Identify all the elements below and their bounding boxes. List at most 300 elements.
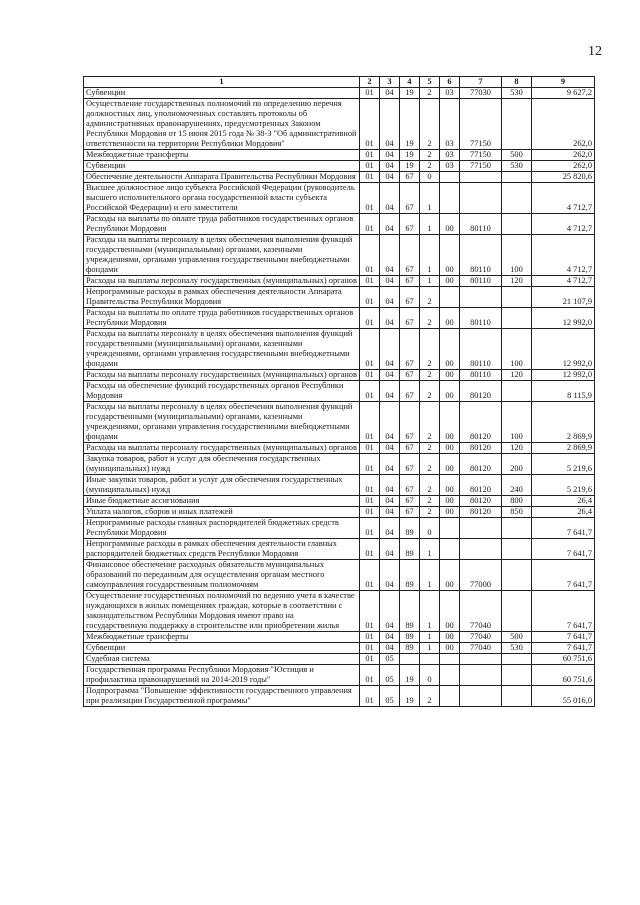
section-code: 01 <box>360 454 380 475</box>
amount: 262,0 <box>532 161 595 172</box>
section-code: 01 <box>360 443 380 454</box>
row-description: Расходы на выплаты персоналу в целях обеспечения выполнения функций государственными (муниципальными) органами, казенными учреждениями, органами управления государственными внебюджетными фондами <box>84 235 360 276</box>
direction-code: 00 <box>440 381 460 402</box>
expense-code: 80110 <box>460 214 502 235</box>
subsection-code: 04 <box>380 539 400 560</box>
direction-code: 00 <box>440 454 460 475</box>
type-code <box>502 308 532 329</box>
subsection-code: 04 <box>380 99 400 150</box>
type-code: 100 <box>502 329 532 370</box>
type-code <box>502 172 532 183</box>
subprogram-code: 2 <box>420 308 440 329</box>
type-code <box>502 591 532 632</box>
subprogram-code: 2 <box>420 329 440 370</box>
row-description: Расходы на выплаты персоналу в целях обеспечения выполнения функций государственными (муниципальными) органами, казенными учреждениями, органами управления государственными внебюджетными фондами <box>84 329 360 370</box>
section-code: 01 <box>360 183 380 214</box>
direction-code: 03 <box>440 161 460 172</box>
subsection-code: 04 <box>380 381 400 402</box>
program-code: 67 <box>400 496 420 507</box>
subsection-code: 04 <box>380 443 400 454</box>
direction-code <box>440 183 460 214</box>
type-code <box>502 214 532 235</box>
direction-code <box>440 686 460 707</box>
type-code: 500 <box>502 150 532 161</box>
table-row <box>84 686 595 707</box>
section-code: 01 <box>360 475 380 496</box>
table-row <box>84 381 595 402</box>
subprogram-code: 2 <box>420 88 440 99</box>
subsection-code: 05 <box>380 686 400 707</box>
amount: 2 869,9 <box>532 402 595 443</box>
header-cell: 3 <box>380 77 400 88</box>
table-row <box>84 308 595 329</box>
type-code: 120 <box>502 443 532 454</box>
table-row <box>84 235 595 276</box>
type-code: 120 <box>502 276 532 287</box>
subprogram-code: 1 <box>420 560 440 591</box>
program-code: 67 <box>400 402 420 443</box>
subprogram-code <box>420 654 440 665</box>
amount: 7 641,7 <box>532 643 595 654</box>
row-description: Иные закупки товаров, работ и услуг для обеспечения государственных (муниципальных) нужд <box>84 475 360 496</box>
row-description: Субвенции <box>84 643 360 654</box>
type-code: 850 <box>502 507 532 518</box>
section-code: 01 <box>360 308 380 329</box>
program-code: 67 <box>400 370 420 381</box>
program-code: 19 <box>400 161 420 172</box>
table-row <box>84 475 595 496</box>
amount: 4 712,7 <box>532 183 595 214</box>
amount: 262,0 <box>532 150 595 161</box>
row-description: Расходы на выплаты персоналу в целях обеспечения выполнения функций государственными (муниципальными) органами, казенными учреждениями, органами управления государственными внебюджетными фондами <box>84 402 360 443</box>
program-code: 19 <box>400 150 420 161</box>
section-code: 01 <box>360 654 380 665</box>
subprogram-code: 1 <box>420 214 440 235</box>
type-code: 240 <box>502 475 532 496</box>
expense-code <box>460 172 502 183</box>
table-row <box>84 454 595 475</box>
expense-code: 80120 <box>460 475 502 496</box>
program-code: 67 <box>400 287 420 308</box>
direction-code: 03 <box>440 150 460 161</box>
subprogram-code: 0 <box>420 172 440 183</box>
expense-code <box>460 654 502 665</box>
amount: 26,4 <box>532 496 595 507</box>
section-code: 01 <box>360 88 380 99</box>
expense-code: 80110 <box>460 329 502 370</box>
section-code: 01 <box>360 276 380 287</box>
header-cell: 9 <box>532 77 595 88</box>
direction-code: 03 <box>440 88 460 99</box>
row-description: Судебная система <box>84 654 360 665</box>
program-code: 67 <box>400 276 420 287</box>
type-code <box>502 665 532 686</box>
row-description: Межбюджетные трансферты <box>84 150 360 161</box>
section-code: 01 <box>360 214 380 235</box>
table-row <box>84 496 595 507</box>
expense-code: 77150 <box>460 99 502 150</box>
type-code: 120 <box>502 370 532 381</box>
subprogram-code: 2 <box>420 287 440 308</box>
amount: 55 016,0 <box>532 686 595 707</box>
subsection-code: 04 <box>380 308 400 329</box>
expense-code: 80110 <box>460 235 502 276</box>
subsection-code: 04 <box>380 183 400 214</box>
subprogram-code: 1 <box>420 276 440 287</box>
amount: 12 992,0 <box>532 308 595 329</box>
amount: 60 751,6 <box>532 654 595 665</box>
expense-code <box>460 686 502 707</box>
type-code: 200 <box>502 454 532 475</box>
row-description: Расходы на выплаты персоналу государственных (муниципальных) органов <box>84 443 360 454</box>
amount: 60 751,6 <box>532 665 595 686</box>
program-code: 89 <box>400 518 420 539</box>
row-description: Расходы на выплаты по оплате труда работников государственных органов Республики Мордовия <box>84 308 360 329</box>
table-row <box>84 150 595 161</box>
section-code: 01 <box>360 329 380 370</box>
subsection-code: 04 <box>380 454 400 475</box>
program-code: 67 <box>400 235 420 276</box>
subsection-code: 04 <box>380 235 400 276</box>
expense-code: 80110 <box>460 276 502 287</box>
subprogram-code: 1 <box>420 591 440 632</box>
section-code: 01 <box>360 665 380 686</box>
direction-code <box>440 287 460 308</box>
type-code <box>502 518 532 539</box>
header-cell: 8 <box>502 77 532 88</box>
table-row <box>84 370 595 381</box>
expense-code <box>460 287 502 308</box>
type-code: 100 <box>502 235 532 276</box>
section-code: 01 <box>360 99 380 150</box>
section-code: 01 <box>360 370 380 381</box>
amount: 7 641,7 <box>532 591 595 632</box>
direction-code <box>440 665 460 686</box>
section-code: 01 <box>360 643 380 654</box>
subsection-code: 04 <box>380 287 400 308</box>
table-row <box>84 276 595 287</box>
subprogram-code: 2 <box>420 381 440 402</box>
program-code: 19 <box>400 686 420 707</box>
section-code: 01 <box>360 591 380 632</box>
header-cell: 1 <box>84 77 360 88</box>
expense-code: 80120 <box>460 443 502 454</box>
subprogram-code: 2 <box>420 686 440 707</box>
expense-code: 80120 <box>460 507 502 518</box>
amount: 4 712,7 <box>532 214 595 235</box>
table-row <box>84 443 595 454</box>
program-code: 89 <box>400 643 420 654</box>
section-code: 01 <box>360 496 380 507</box>
program-code: 89 <box>400 560 420 591</box>
direction-code <box>440 654 460 665</box>
amount: 12 992,0 <box>532 370 595 381</box>
program-code: 67 <box>400 475 420 496</box>
table-row <box>84 183 595 214</box>
subsection-code: 04 <box>380 370 400 381</box>
subprogram-code: 2 <box>420 99 440 150</box>
type-code <box>502 686 532 707</box>
direction-code <box>440 172 460 183</box>
direction-code: 00 <box>440 276 460 287</box>
type-code: 530 <box>502 161 532 172</box>
type-code <box>502 287 532 308</box>
row-description: Расходы на выплаты по оплате труда работников государственных органов Республики Мордовия <box>84 214 360 235</box>
type-code: 100 <box>502 402 532 443</box>
section-code: 01 <box>360 172 380 183</box>
table-row <box>84 161 595 172</box>
table-row <box>84 665 595 686</box>
subsection-code: 04 <box>380 276 400 287</box>
program-code: 19 <box>400 88 420 99</box>
subsection-code: 04 <box>380 88 400 99</box>
section-code: 01 <box>360 235 380 276</box>
row-description: Субвенции <box>84 161 360 172</box>
direction-code: 00 <box>440 308 460 329</box>
amount: 12 992,0 <box>532 329 595 370</box>
section-code: 01 <box>360 150 380 161</box>
expense-code <box>460 183 502 214</box>
expense-code: 80120 <box>460 402 502 443</box>
amount: 9 627,2 <box>532 88 595 99</box>
subprogram-code: 2 <box>420 150 440 161</box>
header-cell: 6 <box>440 77 460 88</box>
expense-code <box>460 665 502 686</box>
section-code: 01 <box>360 518 380 539</box>
expense-code: 77040 <box>460 591 502 632</box>
section-code: 01 <box>360 287 380 308</box>
table-header-row <box>84 77 595 88</box>
subsection-code: 04 <box>380 161 400 172</box>
row-description: Непрограммные расходы в рамках обеспечения деятельности главных распорядителей бюджетных средств Республики Мордовия <box>84 539 360 560</box>
expense-code: 80120 <box>460 381 502 402</box>
expense-code: 77040 <box>460 632 502 643</box>
row-description: Непрограммные расходы в рамках обеспечения деятельности Аппарата Правительства Республики Мордовия <box>84 287 360 308</box>
type-code <box>502 183 532 214</box>
direction-code: 00 <box>440 507 460 518</box>
subprogram-code: 2 <box>420 402 440 443</box>
program-code: 67 <box>400 172 420 183</box>
table-row <box>84 560 595 591</box>
expense-code: 80110 <box>460 370 502 381</box>
header-cell: 5 <box>420 77 440 88</box>
type-code <box>502 99 532 150</box>
direction-code: 00 <box>440 235 460 276</box>
section-code: 01 <box>360 381 380 402</box>
program-code: 19 <box>400 99 420 150</box>
table-row <box>84 88 595 99</box>
type-code <box>502 654 532 665</box>
direction-code: 00 <box>440 475 460 496</box>
section-code: 01 <box>360 539 380 560</box>
expense-code <box>460 518 502 539</box>
subprogram-code: 0 <box>420 518 440 539</box>
section-code: 01 <box>360 560 380 591</box>
amount: 7 641,7 <box>532 632 595 643</box>
subsection-code: 04 <box>380 518 400 539</box>
subsection-code: 04 <box>380 475 400 496</box>
amount: 4 712,7 <box>532 276 595 287</box>
direction-code: 00 <box>440 591 460 632</box>
direction-code: 03 <box>440 99 460 150</box>
expense-code <box>460 539 502 560</box>
expense-code: 77030 <box>460 88 502 99</box>
table-row <box>84 591 595 632</box>
section-code: 01 <box>360 402 380 443</box>
subprogram-code: 2 <box>420 496 440 507</box>
direction-code: 00 <box>440 560 460 591</box>
header-cell: 7 <box>460 77 502 88</box>
amount: 2 869,9 <box>532 443 595 454</box>
row-description: Осуществление государственных полномочий по определению перечня должностных лиц, уполномоченных составлять протоколы об административных правонарушениях, предусмотренных Законом Республики Мордовия от 15 июня 2015 года № 38-З "Об административной ответственности на территории Республики Мордовия" <box>84 99 360 150</box>
subsection-code: 04 <box>380 496 400 507</box>
row-description: Закупка товаров, работ и услуг для обеспечения государственных (муниципальных) нужд <box>84 454 360 475</box>
subprogram-code: 1 <box>420 183 440 214</box>
table-row <box>84 507 595 518</box>
row-description: Межбюджетные трансферты <box>84 632 360 643</box>
subsection-code: 04 <box>380 214 400 235</box>
subsection-code: 05 <box>380 654 400 665</box>
subsection-code: 04 <box>380 172 400 183</box>
amount: 7 641,7 <box>532 560 595 591</box>
program-code: 67 <box>400 214 420 235</box>
expense-code: 77150 <box>460 150 502 161</box>
direction-code: 00 <box>440 643 460 654</box>
amount: 4 712,7 <box>532 235 595 276</box>
program-code: 89 <box>400 591 420 632</box>
subprogram-code: 2 <box>420 507 440 518</box>
row-description: Высшее должностное лицо субъекта Российской Федерации (руководитель высшего исполнительного органа государственной власти субъекта Российской Федерации) и его заместители <box>84 183 360 214</box>
program-code: 67 <box>400 329 420 370</box>
subsection-code: 05 <box>380 665 400 686</box>
direction-code: 00 <box>440 214 460 235</box>
program-code: 67 <box>400 507 420 518</box>
direction-code <box>440 518 460 539</box>
program-code: 67 <box>400 454 420 475</box>
row-description: Уплата налогов, сборов и иных платежей <box>84 507 360 518</box>
program-code: 67 <box>400 183 420 214</box>
section-code: 01 <box>360 507 380 518</box>
subsection-code: 04 <box>380 507 400 518</box>
expense-code: 80120 <box>460 496 502 507</box>
amount: 8 115,9 <box>532 381 595 402</box>
row-description: Иные бюджетные ассигнования <box>84 496 360 507</box>
subprogram-code: 1 <box>420 539 440 560</box>
budget-table <box>83 76 595 707</box>
direction-code <box>440 539 460 560</box>
subprogram-code: 2 <box>420 161 440 172</box>
direction-code: 00 <box>440 496 460 507</box>
expense-code: 80120 <box>460 454 502 475</box>
type-code: 500 <box>502 632 532 643</box>
row-description: Осуществление государственных полномочий по ведению учета в качестве нуждающихся в жилых помещениях граждан, которые в соответствии с законодательством Республики Мордовия имеют право на государственную поддержку в строительстве или приобретении жилья <box>84 591 360 632</box>
table-row <box>84 172 595 183</box>
subprogram-code: 2 <box>420 370 440 381</box>
expense-code: 77150 <box>460 161 502 172</box>
section-code: 01 <box>360 161 380 172</box>
amount: 5 219,6 <box>532 454 595 475</box>
amount: 262,0 <box>532 99 595 150</box>
amount: 7 641,7 <box>532 539 595 560</box>
amount: 25 820,6 <box>532 172 595 183</box>
type-code: 530 <box>502 643 532 654</box>
subprogram-code: 0 <box>420 665 440 686</box>
expense-code: 77000 <box>460 560 502 591</box>
subprogram-code: 1 <box>420 632 440 643</box>
subsection-code: 04 <box>380 591 400 632</box>
subprogram-code: 2 <box>420 475 440 496</box>
table-row <box>84 287 595 308</box>
section-code: 01 <box>360 632 380 643</box>
expense-code: 77040 <box>460 643 502 654</box>
row-description: Расходы на выплаты персоналу государственных (муниципальных) органов <box>84 276 360 287</box>
direction-code: 00 <box>440 632 460 643</box>
subsection-code: 04 <box>380 329 400 370</box>
table-row <box>84 214 595 235</box>
section-code: 01 <box>360 686 380 707</box>
table-row <box>84 632 595 643</box>
program-code: 67 <box>400 381 420 402</box>
subprogram-code: 1 <box>420 235 440 276</box>
subprogram-code: 1 <box>420 643 440 654</box>
table-row <box>84 643 595 654</box>
subsection-code: 04 <box>380 632 400 643</box>
header-cell: 4 <box>400 77 420 88</box>
direction-code: 00 <box>440 402 460 443</box>
subsection-code: 04 <box>380 150 400 161</box>
row-description: Непрограммные расходы главных распорядителей бюджетных средств Республики Мордовия <box>84 518 360 539</box>
program-code: 67 <box>400 308 420 329</box>
program-code <box>400 654 420 665</box>
subsection-code: 04 <box>380 643 400 654</box>
table-row <box>84 99 595 150</box>
row-description: Финансовое обеспечение расходных обязательств муниципальных образований по переданным для осуществления органам местного самоуправления государственным полномочиям <box>84 560 360 591</box>
amount: 5 219,6 <box>532 475 595 496</box>
row-description: Расходы на обеспечение функций государственных органов Республики Мордовия <box>84 381 360 402</box>
table-row <box>84 518 595 539</box>
expense-code: 80110 <box>460 308 502 329</box>
amount: 26,4 <box>532 507 595 518</box>
subsection-code: 04 <box>380 560 400 591</box>
type-code: 530 <box>502 88 532 99</box>
direction-code: 00 <box>440 329 460 370</box>
program-code: 19 <box>400 665 420 686</box>
table-body <box>84 88 595 707</box>
amount: 21 107,9 <box>532 287 595 308</box>
type-code <box>502 560 532 591</box>
program-code: 89 <box>400 632 420 643</box>
table-row <box>84 402 595 443</box>
program-code: 89 <box>400 539 420 560</box>
table-row <box>84 329 595 370</box>
type-code <box>502 381 532 402</box>
subprogram-code: 2 <box>420 443 440 454</box>
row-description: Субвенции <box>84 88 360 99</box>
type-code <box>502 539 532 560</box>
row-description: Расходы на выплаты персоналу государственных (муниципальных) органов <box>84 370 360 381</box>
row-description: Подпрограмма "Повышение эффективности государственного управления при реализации Государственной программы" <box>84 686 360 707</box>
table-row <box>84 654 595 665</box>
direction-code: 00 <box>440 443 460 454</box>
subsection-code: 04 <box>380 402 400 443</box>
row-description: Обеспечение деятельности Аппарата Правительства Республики Мордовия <box>84 172 360 183</box>
row-description: Государственная программа Республики Мордовия "Юстиция и профилактика правонарушений на 2014-2019 годы" <box>84 665 360 686</box>
page-number: 12 <box>588 44 602 59</box>
subprogram-code: 2 <box>420 454 440 475</box>
header-cell: 2 <box>360 77 380 88</box>
table-row <box>84 539 595 560</box>
amount: 7 641,7 <box>532 518 595 539</box>
